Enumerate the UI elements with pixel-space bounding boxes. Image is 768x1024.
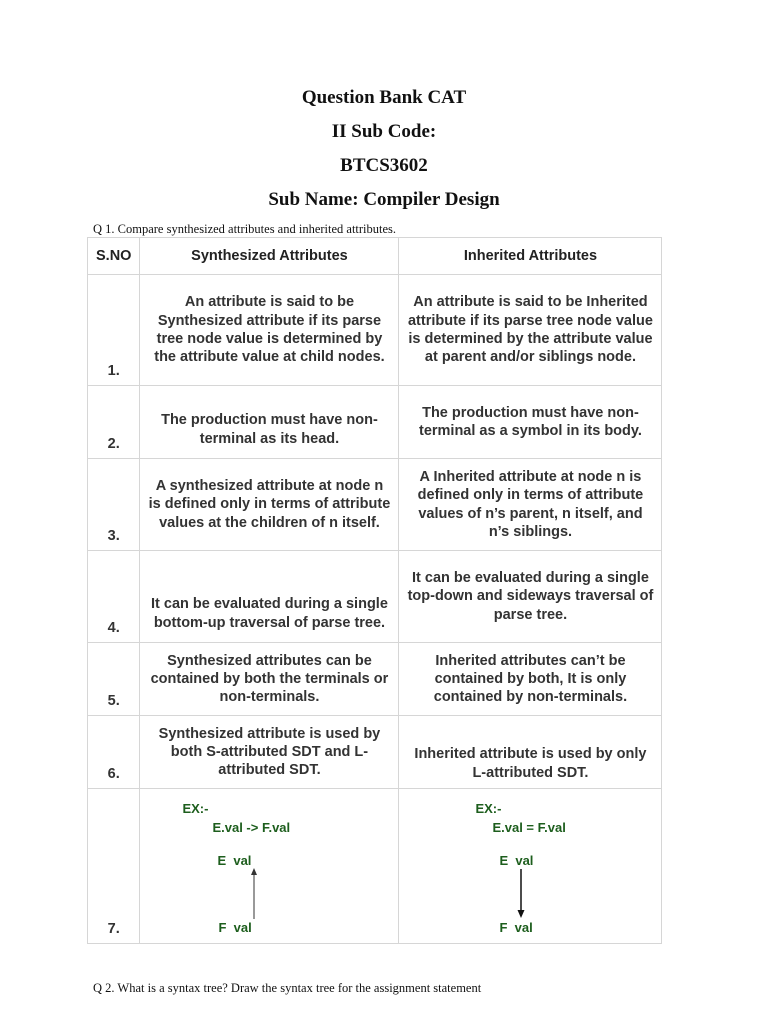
synthesized-example-cell [140, 789, 399, 944]
document-header [0, 84, 768, 220]
parent-node-label: E val [499, 853, 534, 868]
title-sub-code: II Sub Code: [331, 121, 437, 142]
parent-node-label: E val [217, 853, 252, 868]
col-header-synthesized: Synthesized Attributes [140, 238, 399, 275]
synthesized-cell: A synthesized attribute at node n is defined only in terms of attribute values at the children of n itself. [140, 459, 399, 551]
col-header-inherited: Inherited Attributes [399, 238, 662, 275]
row-number: 5. [88, 643, 140, 716]
inherited-cell: A Inherited attribute at node n is defined only in terms of attribute values of n’s parent, n itself, and n’s siblings. [399, 459, 662, 551]
inherited-example [399, 789, 661, 943]
table-row [88, 459, 662, 551]
table-row [88, 716, 662, 789]
inherited-cell: An attribute is said to be Inherited attribute if its parse tree node value is determined by the attribute value at parent and/or siblings node. [399, 275, 662, 386]
question-1: Q 1. Compare synthesized attributes and inherited attributes. [93, 222, 397, 236]
synthesized-cell: An attribute is said to be Synthesized attribute if its parse tree node value is determined by the attribute value at child nodes. [140, 275, 399, 386]
synthesized-cell: Synthesized attributes can be contained by both the terminals or non-terminals. [140, 643, 399, 716]
example-rule: E.val = F.val [492, 820, 566, 835]
example-label: EX:- [182, 801, 209, 816]
question-2: Q 2. What is a syntax tree? Draw the syntax tree for the assignment statement [93, 981, 482, 995]
row-number: 4. [88, 551, 140, 643]
table-row [88, 789, 662, 944]
row-number: 2. [88, 386, 140, 459]
table-row [88, 275, 662, 386]
table-header-row [88, 238, 662, 275]
inherited-example-cell [399, 789, 662, 944]
row-number: 1. [88, 275, 140, 386]
title-code-value: BTCS3602 [340, 155, 428, 176]
example-rule: E.val -> F.val [212, 820, 291, 835]
row-number: 3. [88, 459, 140, 551]
table-row [88, 643, 662, 716]
row-number: 7. [88, 789, 140, 944]
inherited-cell: Inherited attributes can’t be contained by both, It is only contained by non-terminals. [399, 643, 662, 716]
inherited-cell: The production must have non-terminal as a symbol in its body. [399, 386, 662, 459]
synthesized-example [140, 789, 398, 943]
synthesized-cell: It can be evaluated during a single bottom-up traversal of parse tree. [140, 551, 399, 643]
inherited-cell: Inherited attribute is used by only L-attributed SDT. [399, 716, 662, 789]
table-row [88, 386, 662, 459]
col-header-sno: S.NO [88, 238, 140, 275]
inherited-cell: It can be evaluated during a single top-down and sideways traversal of parse tree. [399, 551, 662, 643]
synthesized-cell: Synthesized attribute is used by both S-attributed SDT and L-attributed SDT. [140, 716, 399, 789]
example-label: EX:- [475, 801, 502, 816]
down-arrow-icon [515, 867, 527, 919]
table-row [88, 551, 662, 643]
row-number: 6. [88, 716, 140, 789]
title-sub-name: Sub Name: Compiler Design [268, 189, 500, 210]
child-node-label: F val [499, 920, 533, 935]
up-arrow-icon [248, 867, 260, 921]
synthesized-cell: The production must have non-terminal as its head. [140, 386, 399, 459]
comparison-table [87, 237, 662, 944]
child-node-label: F val [218, 920, 252, 935]
title-question-bank: Question Bank CAT [301, 87, 467, 108]
